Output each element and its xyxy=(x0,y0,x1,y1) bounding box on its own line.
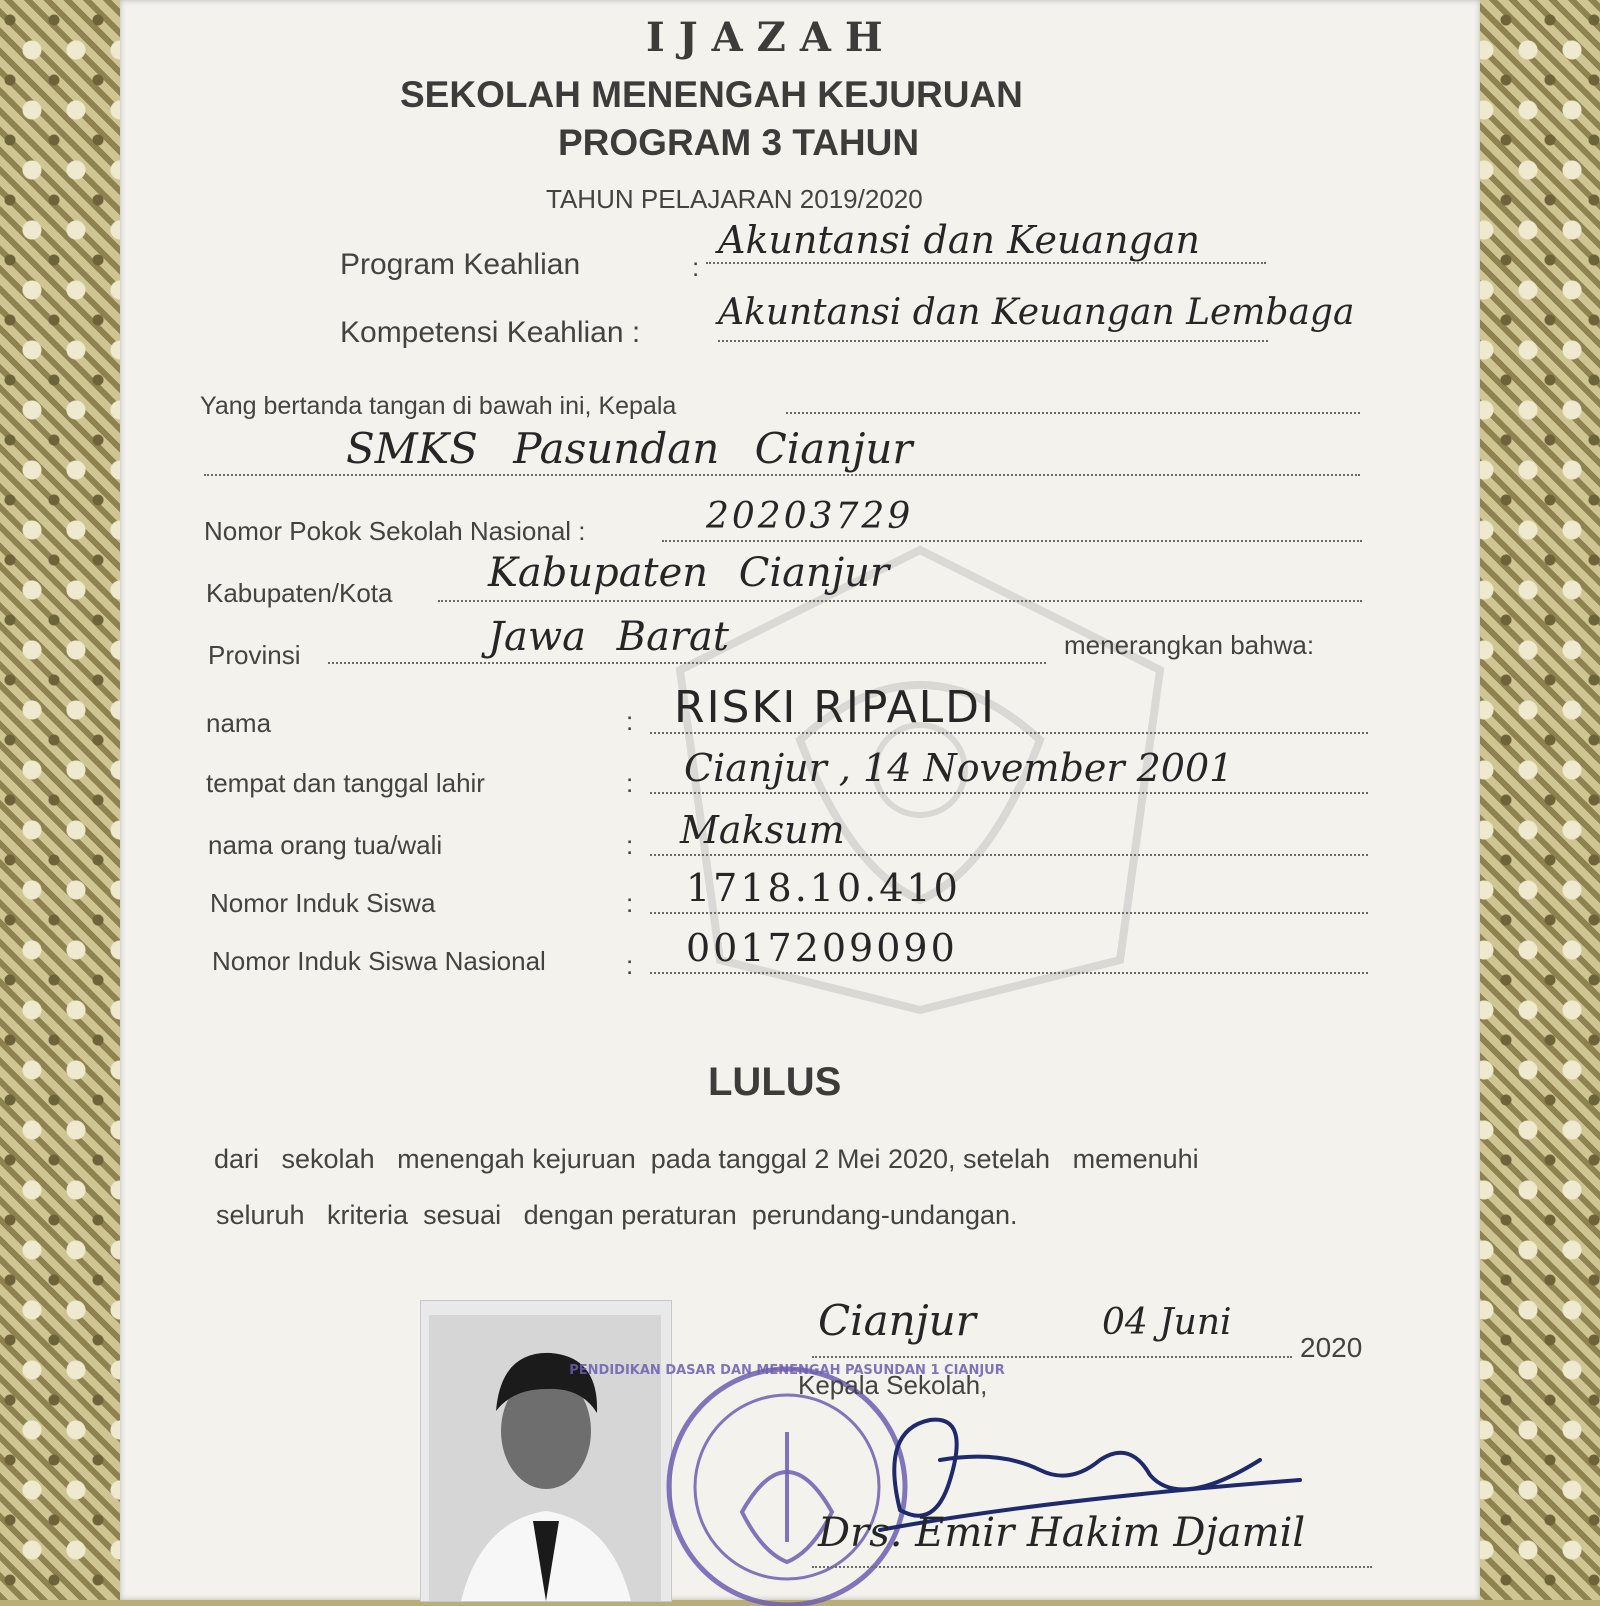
intro-dotted-line xyxy=(786,412,1360,414)
student-name-value: RISKI RIPALDI xyxy=(674,682,997,733)
program-value: Akuntansi dan Keuangan xyxy=(718,218,1200,262)
headmaster-dotted-line xyxy=(812,1566,1372,1568)
birth-value: Cianjur , 14 November 2001 xyxy=(684,746,1234,790)
province-label: Provinsi xyxy=(208,640,301,670)
program-heading: PROGRAM 3 TAHUN xyxy=(558,122,920,163)
nisn-dotted-line xyxy=(650,972,1368,974)
npsn-label: Nomor Pokok Sekolah Nasional : xyxy=(204,516,586,546)
parent-colon: : xyxy=(626,830,634,860)
competency-dotted-line xyxy=(718,340,1268,342)
signing-year: 2020 xyxy=(1300,1332,1363,1363)
parent-value: Maksum xyxy=(680,808,845,852)
document-title: IJAZAH xyxy=(646,14,897,61)
regency-dotted-line xyxy=(438,600,1362,602)
signing-date: 04 Juni xyxy=(1102,1302,1232,1343)
stamp-text: PENDIDIKAN DASAR DAN MENENGAH PASUNDAN 1 CIANJUR xyxy=(569,1363,1005,1378)
signing-dotted-line xyxy=(812,1356,1292,1358)
signer-role: Kepala Sekolah, xyxy=(798,1370,988,1400)
student-name-dotted-line xyxy=(650,732,1368,734)
birth-colon: : xyxy=(626,768,634,798)
competency-label: Kompetensi Keahlian : xyxy=(340,316,641,349)
nis-dotted-line xyxy=(650,912,1368,914)
signer-intro: Yang bertanda tangan di bawah ini, Kepala xyxy=(200,392,677,420)
nis-value: 1718.10.410 xyxy=(686,866,961,910)
student-name-colon: : xyxy=(626,706,634,736)
graduation-status: LULUS xyxy=(708,1060,842,1104)
signing-place: Cianjur xyxy=(818,1296,976,1345)
declares-text: menerangkan bahwa: xyxy=(1064,630,1315,660)
school-dotted-line xyxy=(204,474,1360,476)
program-label: Program Keahlian xyxy=(340,248,581,281)
nis-colon: : xyxy=(626,888,634,918)
student-name-label: nama xyxy=(206,708,272,738)
birth-dotted-line xyxy=(650,792,1368,794)
nisn-label: Nomor Induk Siswa Nasional xyxy=(212,946,546,976)
headmaster-name: Drs. Emir Hakim Djamil xyxy=(818,1510,1306,1556)
nisn-value: 0017209090 xyxy=(686,926,958,970)
student-photo xyxy=(420,1300,672,1602)
nisn-colon: : xyxy=(626,950,634,980)
program-dotted-line xyxy=(706,262,1266,264)
school-name: SMKS Pasundan Cianjur xyxy=(346,424,913,473)
nis-label: Nomor Induk Siswa xyxy=(210,888,436,918)
regency-value: Kabupaten Cianjur xyxy=(488,550,890,596)
npsn-value: 20203729 xyxy=(706,496,914,537)
npsn-dotted-line xyxy=(662,540,1362,542)
result-text-line-1: dari sekolah menengah kejuruan pada tanggal 2 Mei 2020, setelah memenuhi xyxy=(214,1144,1199,1174)
parent-dotted-line xyxy=(650,854,1368,856)
program-colon: : xyxy=(692,252,700,282)
regency-label: Kabupaten/Kota xyxy=(206,578,393,608)
academic-year: TAHUN PELAJARAN 2019/2020 xyxy=(546,184,923,214)
student-portrait-icon xyxy=(421,1301,671,1601)
parent-label: nama orang tua/wali xyxy=(208,830,443,860)
school-type-heading: SEKOLAH MENENGAH KEJURUAN xyxy=(400,74,1023,115)
province-dotted-line xyxy=(328,662,1046,664)
competency-value: Akuntansi dan Keuangan Lembaga xyxy=(718,292,1355,333)
birth-label: tempat dan tanggal lahir xyxy=(206,768,485,798)
province-value: Jawa Barat xyxy=(488,614,729,660)
result-text-line-2: seluruh kriteria sesuai dengan peraturan perundang-undangan. xyxy=(216,1200,1018,1230)
